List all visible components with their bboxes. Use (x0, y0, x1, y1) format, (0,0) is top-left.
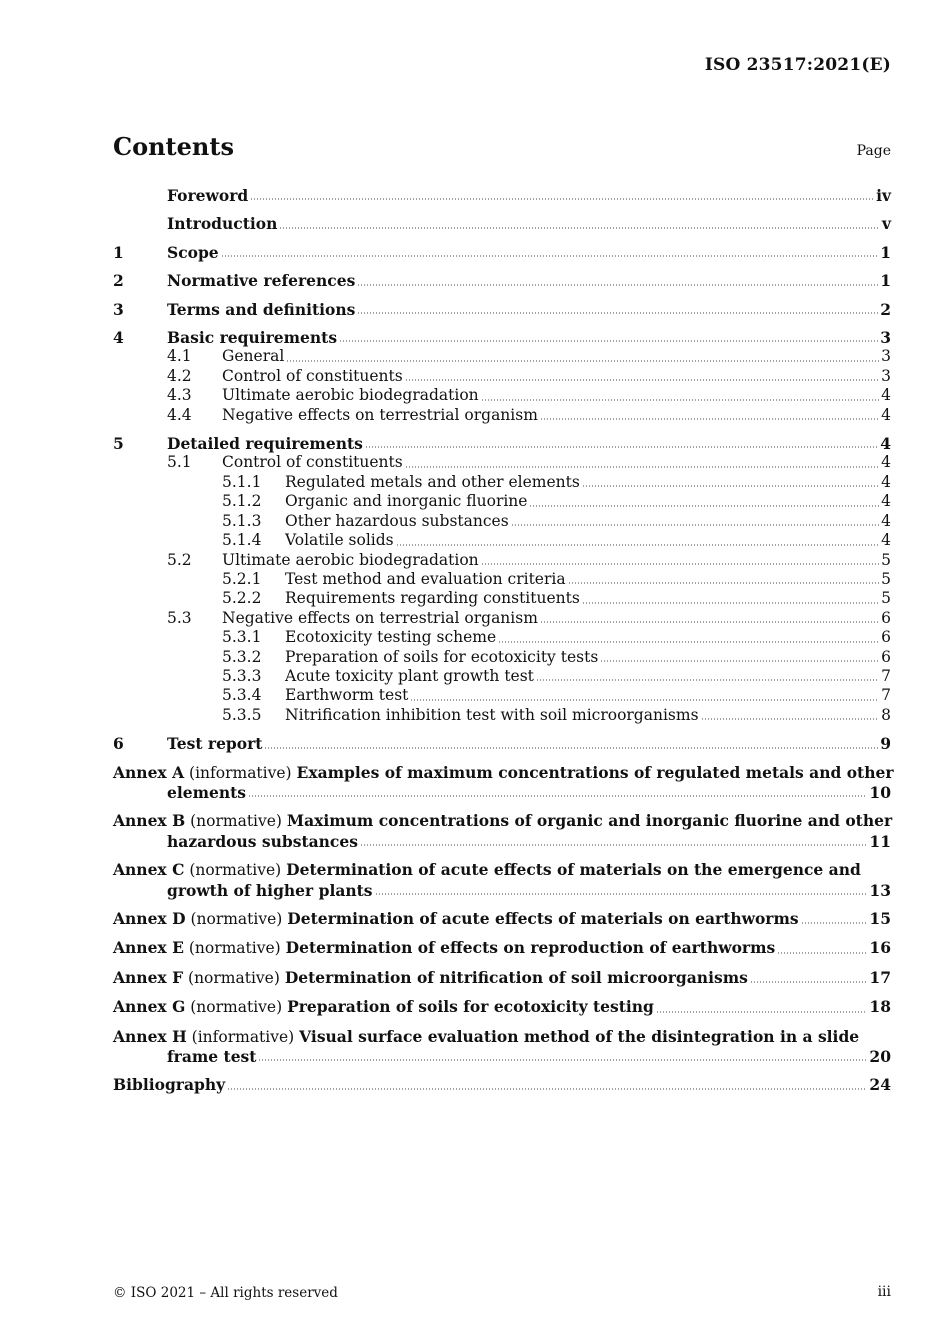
toc-entry-number: 4.3 (167, 386, 192, 405)
toc-annex-entry[interactable] (113, 968, 891, 988)
annex-type: (normative) (188, 939, 281, 958)
annex-title-continued: hazardous substances (167, 831, 358, 851)
toc-annex-entry[interactable] (113, 762, 894, 803)
dot-leader (405, 379, 879, 381)
toc-entry-number: 5.3.3 (222, 666, 262, 685)
toc-entry-page: 9 (880, 734, 891, 754)
toc-entry-title: Detailed requirements (167, 434, 363, 454)
annex-heading (113, 909, 799, 929)
toc-entry[interactable] (113, 531, 891, 550)
toc-entry-number: 5.1.1 (222, 472, 262, 491)
annex-type: (normative) (190, 910, 283, 928)
annex-label: Annex H (113, 1026, 187, 1046)
toc-entry[interactable] (113, 706, 891, 725)
annex-type: (informative) (189, 763, 292, 782)
toc-bibliography-entry[interactable] (113, 1075, 891, 1094)
dot-leader (777, 952, 867, 954)
toc-entry-number: 5.2.2 (222, 589, 262, 608)
annex-heading (113, 764, 894, 782)
page-title: Contents (113, 132, 234, 161)
dot-leader (540, 621, 879, 623)
dot-leader (498, 641, 879, 643)
toc-entry-page: 4 (880, 434, 891, 454)
toc-entry-page: 3 (881, 347, 891, 366)
annex-page: 10 (869, 782, 891, 802)
annex-title: Determination of effects on reproduction of earthworms (285, 938, 776, 958)
toc-entry-page: 1 (880, 271, 891, 291)
annex-page: 13 (869, 880, 891, 900)
toc-entry-page: 3 (881, 366, 891, 385)
copyright-notice: © ISO 2021 – All rights reserved (113, 1285, 338, 1301)
toc-entry[interactable] (113, 434, 891, 453)
dot-leader (360, 844, 867, 846)
toc-entry[interactable] (113, 300, 891, 319)
annex-heading (113, 938, 775, 958)
toc-annex-entry[interactable] (113, 1027, 891, 1067)
toc-entry[interactable] (113, 512, 891, 531)
toc-entry-number: 5.1.4 (222, 531, 262, 550)
toc-entry-number: 5.3 (167, 608, 192, 627)
toc-entry-title: Normative references (167, 271, 356, 291)
annex-title-continued: growth of higher plants (167, 880, 373, 900)
toc-entry-title: Test method and evaluation criteria (285, 569, 566, 588)
annex-label: Annex D (113, 909, 186, 928)
dot-leader (248, 795, 867, 797)
toc-entry-page: 4 (881, 511, 891, 530)
dot-leader (375, 893, 868, 895)
toc-entry-number: 5.2 (167, 550, 192, 569)
toc-entry-number: 4.1 (167, 347, 192, 366)
annex-page: 20 (869, 1047, 891, 1067)
toc-entry-title: Scope (167, 242, 219, 262)
dot-leader (481, 399, 879, 401)
toc-entry[interactable] (113, 347, 891, 366)
toc-entry[interactable] (113, 686, 891, 705)
dot-leader (529, 505, 879, 507)
annex-page: 18 (869, 997, 891, 1017)
toc-entry-page: 3 (880, 328, 891, 348)
toc-entry-title: Organic and inorganic fluorine (285, 492, 528, 511)
toc-entry-title: Regulated metals and other elements (285, 472, 580, 491)
dot-leader (227, 1088, 867, 1090)
toc-entry-title: Negative effects on terrestrial organism (222, 405, 538, 424)
annex-title-continued: frame test (167, 1047, 257, 1067)
toc-annex-entry[interactable] (113, 997, 891, 1017)
toc-annex-entry[interactable] (113, 909, 891, 929)
dot-leader (365, 446, 878, 448)
toc-entry-number: 5.3.2 (222, 647, 262, 666)
toc-entry[interactable] (113, 492, 891, 511)
dot-leader (279, 227, 880, 229)
toc-entry-page: 7 (881, 666, 891, 685)
toc-entry-title: Ultimate aerobic biodegradation (222, 386, 479, 405)
annex-title: Preparation of soils for ecotoxicity testing (287, 997, 654, 1017)
toc-entry-number: 5.3.5 (222, 705, 262, 724)
toc-entry-number: 4.2 (167, 366, 192, 385)
dot-leader (410, 699, 879, 701)
dot-leader (568, 582, 880, 584)
toc-entry-page: 4 (881, 492, 891, 511)
dot-leader (250, 198, 874, 200)
bibliography-page: 24 (869, 1075, 891, 1095)
dot-leader (286, 360, 879, 362)
toc-entry-page: 1 (880, 242, 891, 262)
toc-entry-title: Acute toxicity plant growth test (285, 666, 534, 685)
annex-title: Determination of nitrification of soil microorganisms (284, 967, 748, 987)
annex-label: Annex F (113, 967, 184, 987)
annex-title: Examples of maximum concentrations of regulated metals and other (296, 762, 894, 782)
toc-entry-page: 7 (881, 686, 891, 705)
annex-type: (informative) (191, 1027, 295, 1046)
toc-entry-number: 2 (113, 271, 124, 291)
annex-label: Annex G (113, 997, 186, 1017)
toc-entry[interactable] (113, 570, 891, 589)
toc-entry-number: 5.1 (167, 453, 192, 472)
toc-entry-title: Foreword (167, 186, 249, 205)
toc-entry[interactable] (113, 589, 891, 608)
dot-leader (339, 340, 878, 342)
toc-entry-page: 5 (881, 589, 891, 608)
toc-entry[interactable] (113, 214, 891, 233)
toc-entry-number: 5.2.1 (222, 569, 262, 588)
annex-title: Determination of acute effects of materials on earthworms (287, 909, 799, 928)
annex-type: (normative) (188, 968, 280, 987)
dot-leader (536, 679, 879, 681)
toc-entry-page: 4 (881, 472, 891, 491)
toc-entry-title: General (222, 347, 285, 366)
toc-entry-page: 6 (881, 608, 891, 627)
toc-entry[interactable] (113, 243, 891, 262)
toc-entry-title: Other hazardous substances (285, 511, 509, 530)
toc-entry-page: 5 (881, 550, 891, 569)
toc-entry-title: Negative effects on terrestrial organism (222, 608, 538, 627)
toc-entry[interactable] (113, 667, 891, 686)
annex-heading (113, 968, 748, 988)
toc-entry[interactable] (113, 367, 891, 386)
toc-entry[interactable] (113, 328, 891, 347)
toc-entry-number: 6 (113, 734, 124, 754)
dot-leader (801, 922, 868, 924)
bibliography-title: Bibliography (113, 1075, 226, 1095)
toc-entry[interactable] (113, 609, 891, 628)
toc-entry[interactable] (113, 271, 891, 290)
toc-entry-page: 4 (881, 386, 891, 405)
dot-leader (600, 660, 879, 662)
toc-entry-title: Basic requirements (167, 328, 338, 348)
toc-entry-page: 4 (881, 453, 891, 472)
toc-entry-page: 4 (881, 405, 891, 424)
annex-heading (113, 861, 861, 879)
toc-entry-page: iv (876, 186, 891, 205)
toc-entry-title: Control of constituents (222, 366, 403, 385)
toc-entry[interactable] (113, 628, 891, 647)
page-number: iii (877, 1284, 891, 1300)
toc-entry[interactable] (113, 453, 891, 472)
dot-leader (221, 255, 879, 257)
page-column-label: Page (856, 143, 891, 159)
annex-title-continued: elements (167, 782, 247, 802)
dot-leader (264, 747, 878, 749)
annex-label: Annex A (113, 762, 185, 782)
dot-leader (656, 1011, 868, 1013)
toc-annex-entry[interactable] (113, 860, 891, 900)
toc-entry-title: Requirements regarding constituents (285, 589, 580, 608)
toc-entry-title: Volatile solids (285, 531, 394, 550)
dot-leader (582, 485, 879, 487)
toc-entry-title: Nitrification inhibition test with soil microorganisms (285, 705, 699, 724)
document-id: ISO 23517:2021(E) (704, 55, 891, 75)
toc-entry[interactable] (113, 551, 891, 570)
toc-entry-number: 5.3.1 (222, 628, 262, 647)
toc-entry-page: 5 (881, 569, 891, 588)
dot-leader (357, 312, 878, 314)
toc-annex-entry[interactable] (113, 811, 891, 851)
toc-entry[interactable] (113, 734, 891, 753)
annex-type: (normative) (189, 861, 282, 880)
dot-leader (701, 718, 880, 720)
toc-annex-entry[interactable] (113, 938, 891, 958)
annex-heading (113, 1028, 859, 1046)
annex-type: (normative) (190, 812, 282, 831)
annex-label: Annex C (113, 860, 185, 880)
annex-heading (113, 812, 892, 830)
toc-entry[interactable] (113, 648, 891, 667)
toc-entry-title: Control of constituents (222, 453, 403, 472)
toc-entry-title: Terms and definitions (167, 299, 356, 319)
toc-entry-number: 3 (113, 299, 124, 319)
toc-entry[interactable] (113, 473, 891, 492)
dot-leader (405, 466, 879, 468)
toc-entry-title: Test report (167, 734, 263, 754)
dot-leader (582, 602, 879, 604)
toc-entry-number: 5.3.4 (222, 686, 262, 705)
annex-label: Annex E (113, 938, 184, 958)
dot-leader (396, 544, 880, 546)
dot-leader (511, 524, 879, 526)
toc-entry-number: 5.1.2 (222, 492, 262, 511)
toc-entry-number: 4 (113, 328, 124, 348)
toc-entry[interactable] (113, 386, 891, 405)
toc-entry-page: 2 (880, 299, 891, 319)
dot-leader (750, 981, 868, 983)
toc-entry-page: 4 (881, 531, 891, 550)
toc-entry-number: 1 (113, 242, 124, 262)
toc-entry-title: Introduction (167, 214, 278, 234)
toc-entry-page: 6 (881, 647, 891, 666)
dot-leader (481, 563, 879, 565)
annex-title: Determination of acute effects of materials on the emergence and (286, 860, 861, 880)
annex-title: Visual surface evaluation method of the disintegration in a slide (299, 1026, 860, 1046)
annex-page: 11 (869, 831, 891, 851)
table-of-contents (113, 186, 894, 1095)
annex-type: (normative) (190, 998, 283, 1017)
toc-entry[interactable] (113, 186, 891, 205)
toc-entry-number: 4.4 (167, 405, 192, 424)
toc-entry-page: v (881, 214, 891, 234)
toc-entry-number: 5.1.3 (222, 511, 262, 530)
toc-entry-title: Ultimate aerobic biodegradation (222, 550, 479, 569)
dot-leader (540, 418, 879, 420)
dot-leader (357, 284, 878, 286)
annex-heading (113, 997, 654, 1017)
annex-page: 17 (869, 967, 891, 987)
toc-entry-page: 6 (881, 628, 891, 647)
toc-entry-title: Ecotoxicity testing scheme (285, 628, 497, 647)
toc-entry-title: Earthworm test (285, 686, 409, 705)
toc-entry-title: Preparation of soils for ecotoxicity tests (285, 647, 599, 666)
toc-entry[interactable] (113, 406, 891, 425)
annex-label: Annex B (113, 811, 186, 831)
dot-leader (258, 1059, 867, 1061)
annex-page: 16 (869, 938, 891, 958)
toc-entry-page: 8 (881, 705, 891, 724)
annex-page: 15 (869, 909, 891, 928)
toc-entry-number: 5 (113, 434, 124, 454)
annex-title: Maximum concentrations of organic and inorganic fluorine and other (286, 811, 893, 831)
